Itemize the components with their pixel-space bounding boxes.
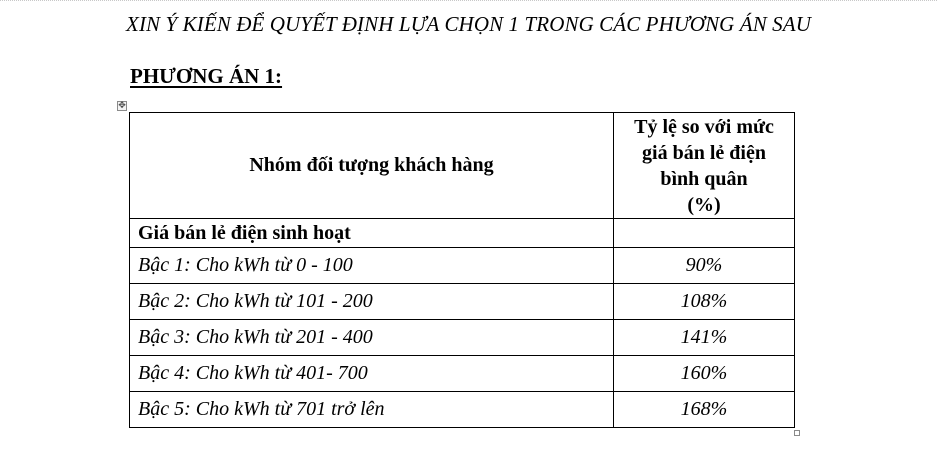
table-subheader-row: [130, 219, 795, 248]
tier-label: Bậc 1: Cho kWh từ 0 - 100: [130, 248, 614, 284]
electricity-price-table: [129, 112, 795, 428]
tier-value: 160%: [614, 356, 795, 392]
subheader-empty-cell: [614, 219, 795, 248]
tier-value: 108%: [614, 284, 795, 320]
tier-label: Bậc 4: Cho kWh từ 401- 700: [130, 356, 614, 392]
table-row: [130, 248, 795, 284]
table-resize-handle-icon[interactable]: [794, 430, 800, 436]
tier-value: 141%: [614, 320, 795, 356]
header-customer-group: Nhóm đối tượng khách hàng: [130, 113, 614, 219]
header-ratio-line: (%): [687, 193, 721, 216]
section-heading: PHƯƠNG ÁN 1:: [130, 64, 283, 88]
header-ratio-line: bình quân: [660, 167, 748, 190]
table-row: [130, 392, 795, 428]
table-header-row: [130, 113, 795, 219]
header-ratio-line: Tỷ lệ so với mức: [634, 115, 774, 138]
tier-label: Bậc 2: Cho kWh từ 101 - 200: [130, 284, 614, 320]
table-row: [130, 320, 795, 356]
table-move-handle-icon[interactable]: ✥: [118, 101, 126, 111]
document-title: XIN Ý KIẾN ĐỂ QUYẾT ĐỊNH LỰA CHỌN 1 TRONG CÁC PHƯƠNG ÁN SAU: [126, 12, 811, 36]
header-ratio: [614, 113, 795, 219]
subheader-label: Giá bán lẻ điện sinh hoạt: [130, 219, 614, 248]
page-top-border: [0, 0, 937, 4]
tier-label: Bậc 5: Cho kWh từ 701 trở lên: [130, 392, 614, 428]
table-row: [130, 284, 795, 320]
tier-value: 168%: [614, 392, 795, 428]
header-ratio-line: giá bán lẻ điện: [642, 141, 766, 164]
tier-value: 90%: [614, 248, 795, 284]
tier-label: Bậc 3: Cho kWh từ 201 - 400: [130, 320, 614, 356]
table-row: [130, 356, 795, 392]
